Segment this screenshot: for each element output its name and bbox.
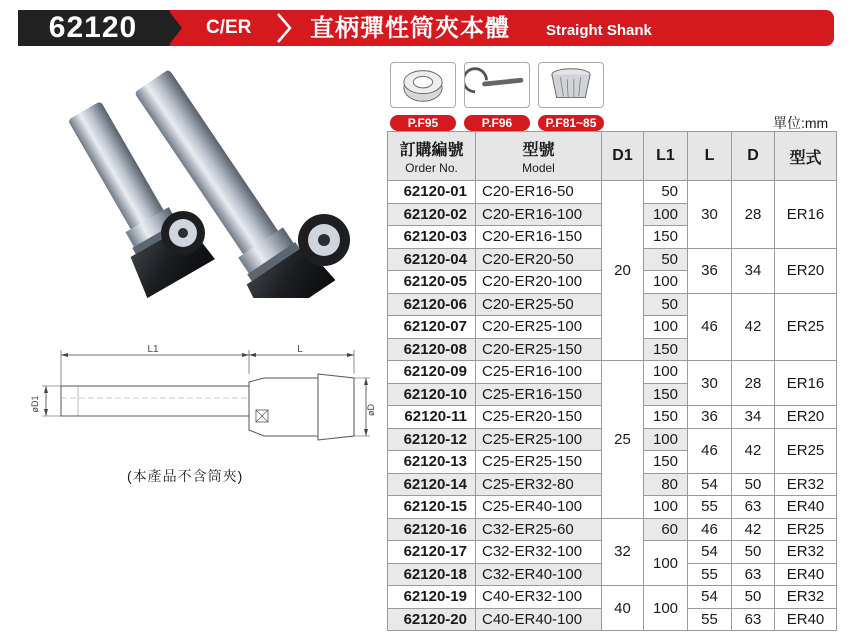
- code-box-arrow: [168, 10, 182, 46]
- l1-cell: 150: [644, 451, 688, 474]
- col-header-l: L: [688, 132, 732, 181]
- model-name: C25-ER40-100: [476, 496, 602, 519]
- l-cell: 46: [688, 293, 732, 361]
- order-number: 62120-14: [388, 473, 476, 496]
- d-cell: 34: [732, 406, 775, 429]
- l1-cell: 100: [644, 316, 688, 339]
- accessory-label: P.F96: [464, 115, 530, 131]
- order-number: 62120-10: [388, 383, 476, 406]
- d1-cell: 20: [602, 181, 644, 361]
- d-cell: 50: [732, 473, 775, 496]
- l1-cell: 100: [644, 428, 688, 451]
- table-row: [388, 518, 837, 541]
- l1-cell: 150: [644, 383, 688, 406]
- model-name: C20-ER25-50: [476, 293, 602, 316]
- type-cell: ER32: [775, 541, 837, 564]
- model-name: C25-ER32-80: [476, 473, 602, 496]
- model-name: C32-ER40-100: [476, 563, 602, 586]
- order-number: 62120-01: [388, 181, 476, 204]
- d-cell: 63: [732, 496, 775, 519]
- l1-cell: 150: [644, 338, 688, 361]
- type-cell: ER16: [775, 181, 837, 249]
- l1-cell: 100: [644, 361, 688, 384]
- product-code: 62120: [48, 11, 138, 44]
- col-header-type: 型式: [775, 132, 837, 181]
- table-header-row: [388, 132, 837, 181]
- model-name: C20-ER25-100: [476, 316, 602, 339]
- type-cell: ER20: [775, 248, 837, 293]
- accessory-collet: [538, 62, 604, 131]
- drawing-label-d1: øD1: [30, 395, 40, 413]
- order-number: 62120-12: [388, 428, 476, 451]
- unit-label: 單位:mm: [773, 115, 829, 131]
- l-cell: 54: [688, 586, 732, 609]
- l-cell: 36: [688, 248, 732, 293]
- collet-icon: [538, 62, 604, 108]
- model-name: C20-ER25-150: [476, 338, 602, 361]
- l1-cell: 60: [644, 518, 688, 541]
- d-cell: 42: [732, 518, 775, 541]
- d-cell: 28: [732, 181, 775, 249]
- accessory-label: P.F95: [390, 115, 456, 131]
- header-banner: [18, 10, 834, 46]
- d-cell: 63: [732, 563, 775, 586]
- drawing-label-l: L: [297, 344, 303, 355]
- order-number: 62120-17: [388, 541, 476, 564]
- nut-icon: [390, 62, 456, 108]
- l1-cell: 50: [644, 248, 688, 271]
- model-name: C20-ER16-100: [476, 203, 602, 226]
- model-name: C25-ER16-100: [476, 361, 602, 384]
- d1-cell: 25: [602, 361, 644, 519]
- type-cell: ER25: [775, 518, 837, 541]
- dimension-drawing: [28, 338, 380, 456]
- order-number: 62120-05: [388, 271, 476, 294]
- l1-cell: 80: [644, 473, 688, 496]
- order-number: 62120-20: [388, 608, 476, 631]
- type-cell: ER32: [775, 586, 837, 609]
- spec-table: [387, 131, 837, 631]
- title-chinese: 直柄彈性筒夾本體: [310, 15, 510, 42]
- table-row: [388, 361, 837, 384]
- table-row: [388, 181, 837, 204]
- no-collet-caption: (本產品不含筒夾): [127, 468, 244, 484]
- model-name: C20-ER20-50: [476, 248, 602, 271]
- d1-cell: 32: [602, 518, 644, 586]
- l1-cell: 150: [644, 226, 688, 249]
- order-number: 62120-04: [388, 248, 476, 271]
- model-name: C25-ER20-150: [476, 406, 602, 429]
- d-cell: 42: [732, 428, 775, 473]
- l-cell: 54: [688, 473, 732, 496]
- order-number: 62120-16: [388, 518, 476, 541]
- col-header-l1: L1: [644, 132, 688, 181]
- order-number: 62120-11: [388, 406, 476, 429]
- spanner-icon: [464, 62, 530, 108]
- title-english: Straight Shank: [546, 22, 652, 39]
- type-cell: ER25: [775, 293, 837, 361]
- order-number: 62120-03: [388, 226, 476, 249]
- type-cell: ER32: [775, 473, 837, 496]
- type-cell: ER40: [775, 608, 837, 631]
- model-name: C32-ER32-100: [476, 541, 602, 564]
- l1-cell: 100: [644, 203, 688, 226]
- collet-face-front: [161, 211, 205, 255]
- type-cell: ER40: [775, 563, 837, 586]
- model-name: C25-ER25-100: [476, 428, 602, 451]
- collet-face-rear: [298, 214, 350, 266]
- l1-cell: 100: [644, 271, 688, 294]
- l1-cell: 150: [644, 406, 688, 429]
- d-cell: 50: [732, 541, 775, 564]
- order-number: 62120-07: [388, 316, 476, 339]
- order-number: 62120-09: [388, 361, 476, 384]
- l-cell: 30: [688, 361, 732, 406]
- product-photo: [40, 68, 370, 298]
- accessory-spanner: [464, 62, 530, 131]
- order-number: 62120-15: [388, 496, 476, 519]
- model-name: C25-ER25-150: [476, 451, 602, 474]
- model-name: C32-ER25-60: [476, 518, 602, 541]
- model-name: C20-ER16-50: [476, 181, 602, 204]
- col-header-model: 型號 Model: [476, 132, 602, 181]
- d-cell: 28: [732, 361, 775, 406]
- type-cell: ER16: [775, 361, 837, 406]
- col-header-d: D: [732, 132, 775, 181]
- l1-cell: 50: [644, 293, 688, 316]
- drawing-label-l1: L1: [147, 344, 159, 355]
- order-number: 62120-08: [388, 338, 476, 361]
- model-name: C40-ER40-100: [476, 608, 602, 631]
- l-cell: 36: [688, 406, 732, 429]
- order-number: 62120-13: [388, 451, 476, 474]
- d-cell: 34: [732, 248, 775, 293]
- d1-cell: 40: [602, 586, 644, 631]
- type-cell: ER40: [775, 496, 837, 519]
- l-cell: 54: [688, 541, 732, 564]
- l-cell: 55: [688, 563, 732, 586]
- l-cell: 46: [688, 428, 732, 473]
- model-name: C25-ER16-150: [476, 383, 602, 406]
- category-label: C/ER: [206, 17, 252, 38]
- order-number: 62120-19: [388, 586, 476, 609]
- order-number: 62120-02: [388, 203, 476, 226]
- l1-cell: 100: [644, 496, 688, 519]
- model-name: C20-ER20-100: [476, 271, 602, 294]
- l1-cell: 100: [644, 541, 688, 586]
- drawing-label-d: øD: [366, 404, 376, 416]
- l-cell: 55: [688, 496, 732, 519]
- chevron-right-icon: [274, 12, 294, 44]
- model-name: C20-ER16-150: [476, 226, 602, 249]
- model-name: C40-ER32-100: [476, 586, 602, 609]
- col-header-order: 訂購編號 Order No.: [388, 132, 476, 181]
- order-number: 62120-06: [388, 293, 476, 316]
- l1-cell: 50: [644, 181, 688, 204]
- accessory-label: P.F81~85: [538, 115, 604, 131]
- l-cell: 46: [688, 518, 732, 541]
- accessory-nut: [390, 62, 456, 131]
- table-row: [388, 586, 837, 609]
- d-cell: 50: [732, 586, 775, 609]
- l1-cell: 100: [644, 586, 688, 631]
- type-cell: ER20: [775, 406, 837, 429]
- order-number: 62120-18: [388, 563, 476, 586]
- col-header-d1: D1: [602, 132, 644, 181]
- type-cell: ER25: [775, 428, 837, 473]
- d-cell: 63: [732, 608, 775, 631]
- d-cell: 42: [732, 293, 775, 361]
- l-cell: 55: [688, 608, 732, 631]
- l-cell: 30: [688, 181, 732, 249]
